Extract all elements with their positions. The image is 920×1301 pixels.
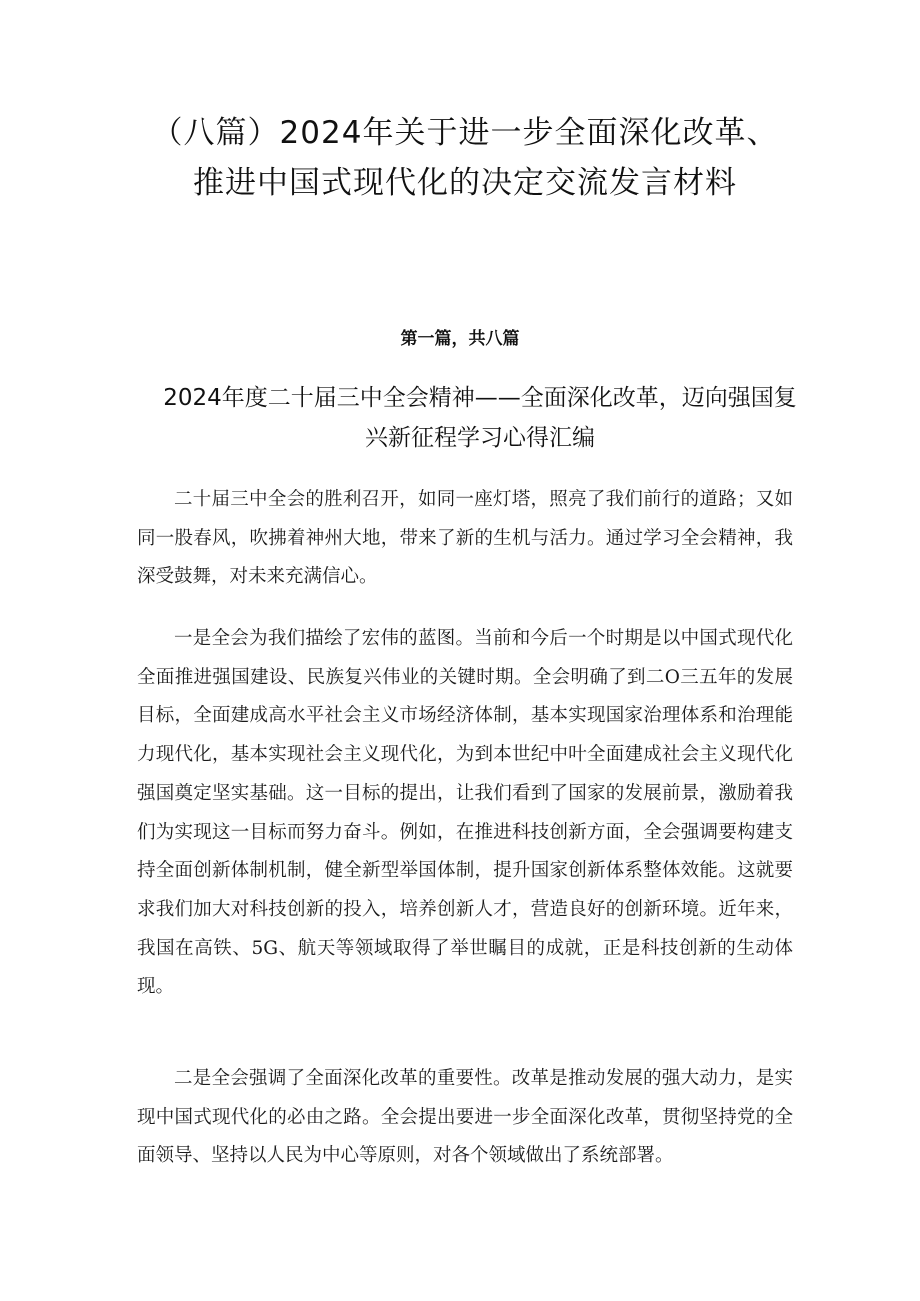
body-paragraph-3: 二是全会强调了全面深化改革的重要性。改革是推动发展的强大动力，是实现中国式现代化的必由之路。全会提出要进一步全面深化改革，贯彻坚持党的全面领导、坚持以人民为中心等原则，对各个领域做出了系统部署。 — [137, 1068, 793, 1167]
main-title: （八篇）2024年关于进一步全面深化改革、推进中国式现代化的决定交流发言材料 — [151, 115, 779, 201]
part-heading: 第一篇，共八篇 — [400, 329, 520, 349]
body-paragraph-2: 一是全会为我们描绘了宏伟的蓝图。当前和今后一个时期是以中国式现代化全面推进强国建设、民族复兴伟业的关键时期。全会明确了到二O三五年的发展目标，全面建成高水平社会主义市场经济体制，基本实现国家治理体系和治理能力现代化，基本实现社会主义现代化，为到本世纪中叶全面建成社会主义现代化强国奠定坚实基础。这一目标的提出，让我们看到了国家的发展前景，激励着我们为实现这一目标而努力奋斗。例如，在推进科技创新方面，全会强调要构建支持全面创新体制机制，健全新型举国体制，提升国家创新体系整体效能。这就要求我们加大对科技创新的投入，培养创新人才，营造良好的创新环境。近年来，我国在高铁、5G、航天等领域取得了举世瞩目的成就，正是科技创新的生动体现。 — [137, 628, 793, 998]
body-paragraph-1: 二十届三中全会的胜利召开，如同一座灯塔，照亮了我们前行的道路；又如同一股春风，吹拂着神州大地，带来了新的生机与活力。通过学习全会精神，我深受鼓舞，对未来充满信心。 — [137, 489, 793, 588]
sub-title: 2024年度二十届三中全会精神——全面深化改革，迈向强国复兴新征程学习心得汇编 — [163, 385, 797, 451]
